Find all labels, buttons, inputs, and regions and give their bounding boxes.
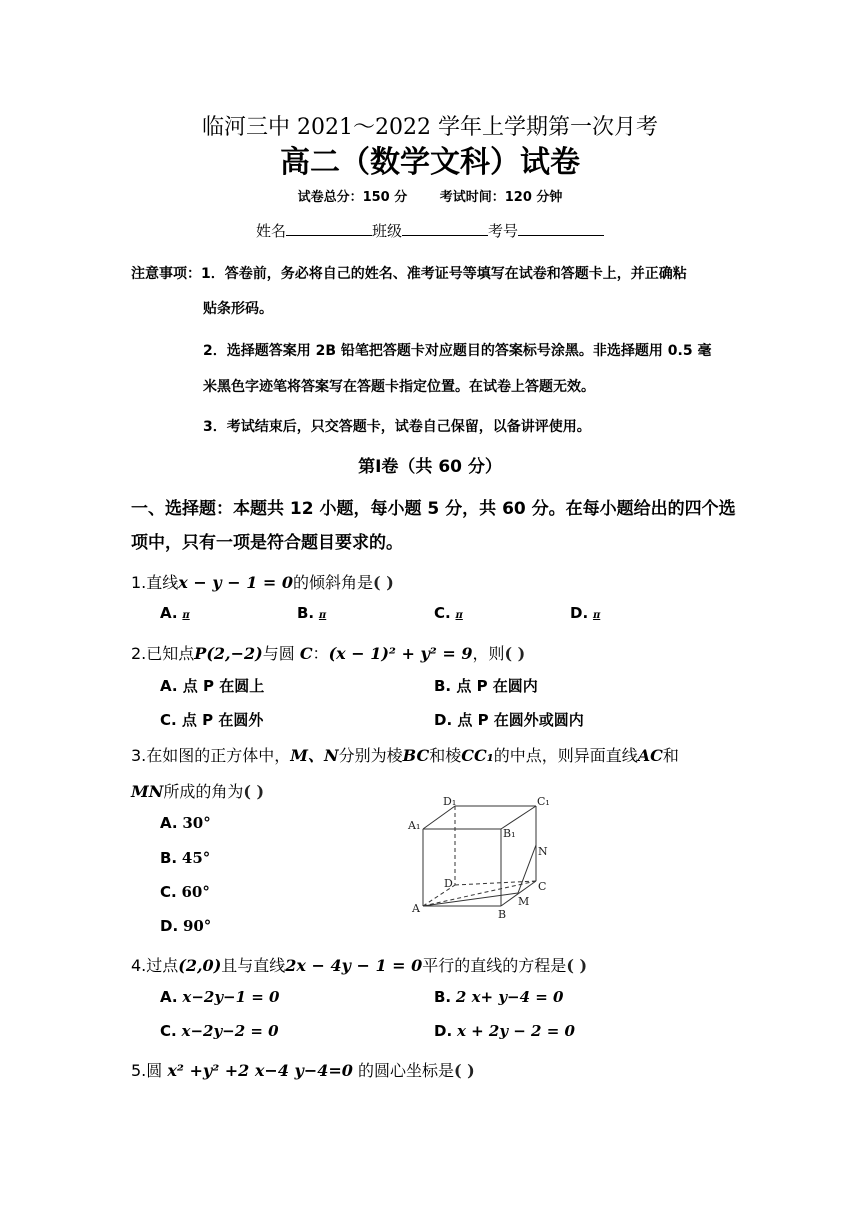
label-d1: D₁ — [443, 795, 457, 808]
exam-title-line1: 临河三中 2021～2022 学年上学期第一次月考 — [202, 115, 658, 140]
exam-title-line2: 高二（数学文科）试卷 — [280, 145, 580, 180]
q5-answer-paren: ( ) — [454, 1061, 475, 1080]
q4-option-b: B. 2 x+ y−4 = 0 — [434, 988, 564, 1006]
q1-post: 的倾斜角是 — [293, 573, 374, 592]
q4-point: (2,0) — [178, 956, 222, 975]
segment-mn — [518, 845, 536, 893]
q4-option-d: D. x + 2y − 2 = 0 — [434, 1022, 575, 1040]
q4-line: 2x − 4y − 1 = 0 — [285, 956, 423, 975]
note-2a: 2．选择题答案用 2B 铅笔把答题卡对应题目的答案标号涂黑。非选择题用 0.5 毫 — [203, 343, 712, 359]
q3-post: 和 — [662, 746, 679, 765]
student-info-line — [0, 220, 860, 241]
q3-post2: 所成的角为 — [163, 782, 244, 801]
question-3-line1 — [131, 743, 679, 766]
pi-fraction: π — [592, 610, 601, 621]
q1-option-a: A. π — [160, 604, 190, 622]
q4-option-d-eq: x + 2y − 2 = 0 — [456, 1022, 575, 1040]
q5-post: 的圆心坐标是 — [358, 1061, 455, 1080]
q2-point: P(2,−2) — [194, 644, 263, 663]
notes-line1 — [131, 263, 687, 283]
question-3-line2 — [131, 779, 264, 802]
q3-option-c-value: 60° — [181, 883, 210, 901]
q3-option-d-value: 90° — [182, 917, 212, 935]
q5-equation: x² +y² +2 x−4 y−4=0 — [167, 1061, 353, 1080]
q4-option-c-eq: x−2y−2 = 0 — [181, 1022, 279, 1040]
q1-equation: x − y − 1 = 0 — [178, 573, 294, 592]
q2-option-c: C. 点 P 在圆外 — [160, 711, 264, 729]
label-c1: C₁ — [537, 795, 550, 808]
pi-fraction: π — [182, 610, 190, 621]
q2-colon: ： — [312, 644, 329, 663]
q3-ac: AC — [637, 746, 663, 765]
q3-option-a: A. 30° — [160, 814, 211, 832]
q4-answer-paren: ( ) — [566, 956, 588, 975]
q5-pre: 5.圆 — [131, 1061, 163, 1080]
q2-option-a: A. 点 P 在圆上 — [160, 677, 265, 695]
label-c: C — [538, 880, 547, 893]
q4-option-a: A. x−2y−1 = 0 — [160, 988, 280, 1006]
exam-meta — [0, 186, 860, 205]
label-b1: B₁ — [503, 827, 516, 840]
pi-fraction: π — [318, 610, 327, 621]
exam-time: 考试时间：120 分钟 — [439, 190, 563, 205]
class-label: 班级 — [371, 222, 402, 240]
pi-fraction: π — [455, 610, 463, 621]
note-1b: 贴条形码。 — [203, 301, 273, 317]
edge-b1c1 — [501, 806, 536, 829]
name-blank — [286, 221, 372, 236]
note-3: 3．考试结束后，只交答题卡，试卷自己保留，以备讲评使用。 — [203, 419, 591, 435]
label-m: M — [518, 895, 530, 908]
edge-dc — [455, 881, 536, 885]
q1-pre: 1.直线 — [131, 573, 179, 592]
q3-option-b-value: 45° — [181, 849, 211, 867]
q2-mid: 与圆 — [262, 644, 295, 663]
note-1a: 1．答卷前，务必将自己的姓名、准考证号等填写在试卷和答题卡上，并正确粘 — [201, 266, 687, 282]
question-2 — [131, 641, 525, 664]
number-blank — [518, 221, 604, 236]
label-a: A — [412, 902, 420, 915]
q3-option-b: B. 45° — [160, 849, 211, 867]
q3-mn2: MN — [131, 782, 164, 801]
question-4 — [131, 953, 587, 976]
name-label: 姓名 — [255, 222, 286, 240]
q2-option-d: D. 点 P 在圆外或圆内 — [434, 711, 584, 729]
total-score: 试卷总分：150 分 — [297, 190, 408, 205]
cube-figure — [400, 793, 560, 923]
q3-option-c: C. 60° — [160, 883, 210, 901]
label-a1: A₁ — [408, 819, 421, 832]
label-d: D — [444, 877, 453, 890]
section-instructions-b: 项中，只有一项是符合题目要求的。 — [131, 533, 403, 553]
q3-mid: 分别为棱 — [338, 746, 403, 765]
q2-post: ，则 — [472, 644, 505, 663]
question-5 — [131, 1058, 475, 1081]
note-2b: 米黑色字迹笔将答案写在答题卡指定位置。在试卷上答题无效。 — [203, 379, 595, 395]
label-n: N — [538, 845, 548, 858]
q1-option-d: D. π — [570, 604, 601, 622]
q4-mid: 且与直线 — [221, 956, 286, 975]
q2-pre: 2.已知点 — [131, 644, 195, 663]
notes-lead: 注意事项： — [131, 266, 201, 282]
q3-mn: M、N — [290, 746, 339, 765]
q3-bc: BC — [402, 746, 430, 765]
edge-a1d1 — [423, 806, 455, 829]
q4-post: 平行的直线的方程是 — [422, 956, 567, 975]
q3-mid2: 和棱 — [429, 746, 462, 765]
label-b: B — [498, 908, 507, 921]
section-title: 第Ⅰ卷（共 60 分） — [358, 457, 502, 477]
q4-pre: 4.过点 — [131, 956, 179, 975]
q1-answer-paren: ( ) — [373, 573, 394, 592]
q2-answer-paren: ( ) — [504, 644, 526, 663]
q2-circle-equation: (x − 1)² + y² = 9 — [328, 644, 473, 663]
q3-cc1: CC₁ — [461, 746, 494, 765]
q3-pre: 3.在如图的正方体中， — [131, 746, 291, 765]
q1-option-b: B. π — [297, 604, 327, 622]
section-instructions-a: 一、选择题：本题共 12 小题，每小题 5 分，共 60 分。在每小题给出的四个选 — [131, 499, 736, 519]
q3-mid3: 的中点，则异面直线 — [493, 746, 638, 765]
q3-option-a-value: 30° — [182, 814, 211, 832]
q4-option-c: C. x−2y−2 = 0 — [160, 1022, 279, 1040]
question-1 — [131, 570, 394, 593]
q2-circle-name: C — [299, 644, 313, 663]
q3-option-d: D. 90° — [160, 917, 212, 935]
number-label: 考号 — [488, 222, 519, 240]
q1-option-c: C. π — [434, 604, 463, 622]
q2-option-b: B. 点 P 在圆内 — [434, 677, 538, 695]
class-blank — [402, 221, 488, 236]
q3-answer-paren: ( ) — [243, 782, 265, 801]
q4-option-a-eq: x−2y−1 = 0 — [182, 988, 280, 1006]
q4-option-b-eq: 2 x+ y−4 = 0 — [455, 988, 564, 1006]
